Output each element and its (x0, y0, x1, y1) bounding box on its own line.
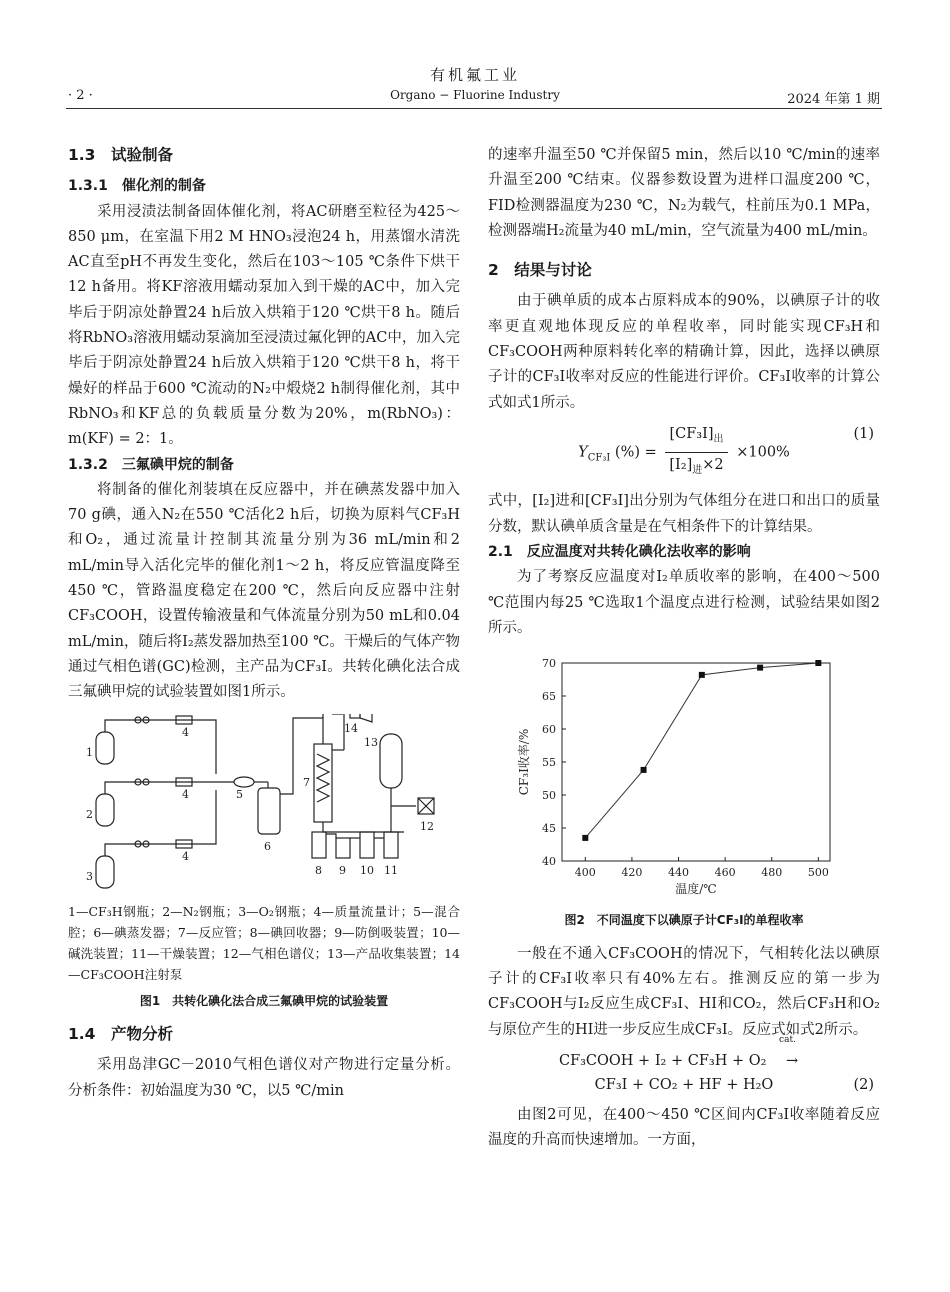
x-tick-label: 420 (621, 866, 643, 880)
x-tick-label: 400 (574, 866, 596, 880)
paragraph-catalyst-prep: 采用浸渍法制备固体催化剂，将AC研磨至粒径为425～850 μm，在室温下用2 M HNO₃浸泡24 h，用蒸馏水清洗AC直至pH不再发生变化，然后在103～105 ℃条件下烘干12 h备用。将KF溶液用蠕动泵加入到干燥的AC中，加入完毕后于阴凉处静置24 h后放入烘箱于120 ℃烘干8 h。随后将RbNO₃溶液用蠕动泵滴加至浸渍过氟化钾的AC中，加入完毕后于阴凉处静置24 h后放入烘箱于120 ℃烘干8 h，将干燥好的样品于600 ℃流动的N₂中煅烧2 h制得催化剂，其中RbNO₃和KF总的负载质量分数为20%，m(RbNO₃)：m(KF) = 2：1。 (68, 203, 460, 448)
eq2-line2: CF₃I + CO₂ + HF + H₂O (594, 1076, 774, 1093)
eq2-arrow: cat. → (779, 1034, 799, 1069)
series-line (585, 663, 818, 838)
eq1-denominator: [I₂] (669, 457, 693, 474)
paragraph-results-intro: 由于碘单质的成本占原料成本的90%，以碘原子计的收率更直观地体现反应的单程收率，同时能实现CF₃H和CF₃COOH两种原料转化率的精确计算，因此，选择以碘原子计的CF₃I收率对反应的性能进行评价。CF₃I收率的计算公式如式1所示。 (488, 293, 880, 411)
data-point (582, 835, 588, 841)
section-2-heading: 2 结果与讨论 (488, 261, 592, 280)
paragraph-cf3i-prep: 将制备的催化剂装填在反应器中，并在碘蒸发器中加入70 g碘，通入N₂在550 ℃活化2 h后，切换为原料气CF₃H和O₂，通过流量计控制其流量分别为36 mL/min和2 mL/min导入活化完毕的催化剂1～2 h，将反应管温度降至450 ℃，管路温度稳定在200 ℃，然后向反应器中注射CF₃COOH，设置传输液量和气体流量分别为50 mL和0.04 mL/min，随后将I₂蒸发器加热至100 ℃。干燥后的气体产物通过气相色谱(GC)检测，主产品为CF₃I。共转化碘化法合成三氟碘甲烷的试验装置如图1所示。 (68, 481, 460, 701)
y-tick-label: 50 (542, 789, 556, 803)
eq2-catalyst: cat. (779, 1034, 796, 1045)
paragraph-figure2-discussion: 由图2可见，在400～450 ℃区间内CF₃I收率随着反应温度的升高而快速增加。一方面， (488, 1106, 880, 1149)
y-tick-label: 65 (542, 690, 556, 704)
label-4a: 4 (182, 725, 189, 739)
label-9: 9 (339, 863, 346, 877)
eq1-number: (1) (853, 425, 874, 442)
eq1-fraction (665, 422, 727, 483)
label-5: 5 (236, 787, 243, 801)
right-column (488, 143, 880, 1154)
eq1-lhs: Y (578, 444, 588, 461)
apparatus-labels (86, 722, 434, 883)
x-tick-label: 500 (807, 866, 829, 880)
label-4c: 4 (182, 849, 189, 863)
label-7: 7 (303, 775, 310, 789)
figure-2 (488, 649, 880, 934)
data-point (641, 767, 647, 773)
figure-2-caption: 图2 不同温度下以碘原子计CF₃I的单程收率 (564, 913, 804, 928)
eq1-numerator: [CF₃I] (669, 425, 714, 442)
header-title: 有机氟工业 (429, 66, 520, 84)
yield-chart (488, 649, 880, 895)
eq1-den-sub: 进 (692, 465, 703, 477)
eq1-den-tail: ×2 (702, 457, 724, 474)
section-1-3-2-heading: 1.3.2 三氟碘甲烷的制备 (68, 456, 234, 473)
y-tick-label: 70 (542, 657, 556, 671)
figure-1-legend: 1—CF₃H钢瓶；2—N₂钢瓶；3—O₂钢瓶；4—质量流量计；5—混合腔；6—碘蒸发器；7—反应管；8—碘回收器；9—防倒吸装置；10—碱洗装置；11—干燥装置；12—气相色谱仪；13—产品收集装置；14—CF₃COOH注射泵 (68, 903, 460, 982)
y-axis-label: CF₃I收率/% (517, 728, 531, 796)
figure-1-caption: 图1 共转化碘化法合成三氟碘甲烷的试验装置 (139, 993, 389, 1008)
x-tick-label: 460 (714, 866, 736, 880)
y-tick-label: 60 (542, 723, 556, 737)
journal-name: Organo − Fluorine Industry (390, 88, 560, 102)
section-1-4-heading: 1.4 产物分析 (68, 1025, 173, 1044)
figure-1 (68, 714, 460, 1015)
page-number: · 2 · (68, 88, 93, 103)
label-13: 13 (364, 735, 378, 749)
label-14: 14 (344, 721, 358, 735)
section-1-3-1-heading: 1.3.1 催化剂的制备 (68, 178, 206, 195)
label-3: 3 (86, 869, 93, 883)
section-1-3-heading: 1.3 试验制备 (68, 146, 173, 164)
y-tick-label: 55 (542, 756, 556, 770)
x-axis-label: 温度/℃ (675, 882, 717, 896)
label-6: 6 (264, 839, 271, 853)
equation-1 (488, 422, 880, 483)
left-column (68, 143, 460, 1104)
data-point (757, 665, 763, 671)
apparatus-diagram (68, 714, 460, 892)
section-2-1-heading: 2.1 反应温度对共转化碘化法收率的影响 (488, 543, 751, 560)
label-8: 8 (315, 863, 322, 877)
eq1-tail: ×100% (736, 444, 790, 461)
x-tick-label: 480 (761, 866, 783, 880)
paragraph-mechanism: 一般在不通入CF₃COOH的情况下，气相转化法以碘原子计的CF₃I收率只有40%左右。推测反应的第一步为CF₃COOH与I₂反应生成CF₃I、HI和CO₂，然后CF₃H和O₂与原位产生的HI进一步反应生成CF₃I。反应式如式2所示。 (488, 945, 880, 1038)
paragraph-product-analysis: 采用岛津GC－2010气相色谱仪对产物进行定量分析。分析条件：初始温度为30 ℃，以5 ℃/min (68, 1057, 460, 1099)
equation-2 (488, 1034, 880, 1097)
label-12: 12 (420, 819, 434, 833)
eq1-num-sub: 出 (713, 433, 724, 445)
eq1-lhs-sub: CF₃I (587, 452, 611, 464)
eq1-lhs-unit: (%) = (614, 444, 657, 461)
eq2-number: (2) (853, 1076, 874, 1093)
y-tick-label: 40 (542, 855, 556, 869)
label-4b: 4 (182, 787, 189, 801)
label-11: 11 (384, 863, 398, 877)
issue-label: 2024 年第 1 期 (787, 92, 880, 107)
plot-frame (562, 663, 830, 861)
label-2: 2 (86, 807, 93, 821)
label-10: 10 (360, 863, 374, 877)
paragraph-equation-explain: 式中，[I₂]进和[CF₃I]出分别为气体组分在进口和出口的质量分数，默认碘单质含量是在气相条件下的计算结果。 (488, 493, 880, 535)
eq2-line1: CF₃COOH + I₂ + CF₃H + O₂ (558, 1052, 767, 1069)
paragraph-temperature-effect: 为了考察反应温度对I₂单质收率的影响，在400～500 ℃范围内每25 ℃选取1个温度点进行检测，试验结果如图2所示。 (488, 569, 880, 636)
y-tick-label: 45 (542, 822, 556, 836)
data-point (699, 672, 705, 678)
paragraph-product-analysis-cont: 的速率升温至50 ℃并保留5 min，然后以10 ℃/min的速率升温至200 ℃结束。仪器参数设置为进样口温度200 ℃，FID检测器温度为230 ℃，N₂为载气，柱前压为0.1 MPa，检测器端H₂流量为40 mL/min，空气流量为400 mL/min。 (488, 147, 880, 239)
label-1: 1 (86, 745, 93, 759)
header-rule (66, 108, 882, 109)
data-point (815, 660, 821, 666)
x-tick-label: 440 (668, 866, 690, 880)
